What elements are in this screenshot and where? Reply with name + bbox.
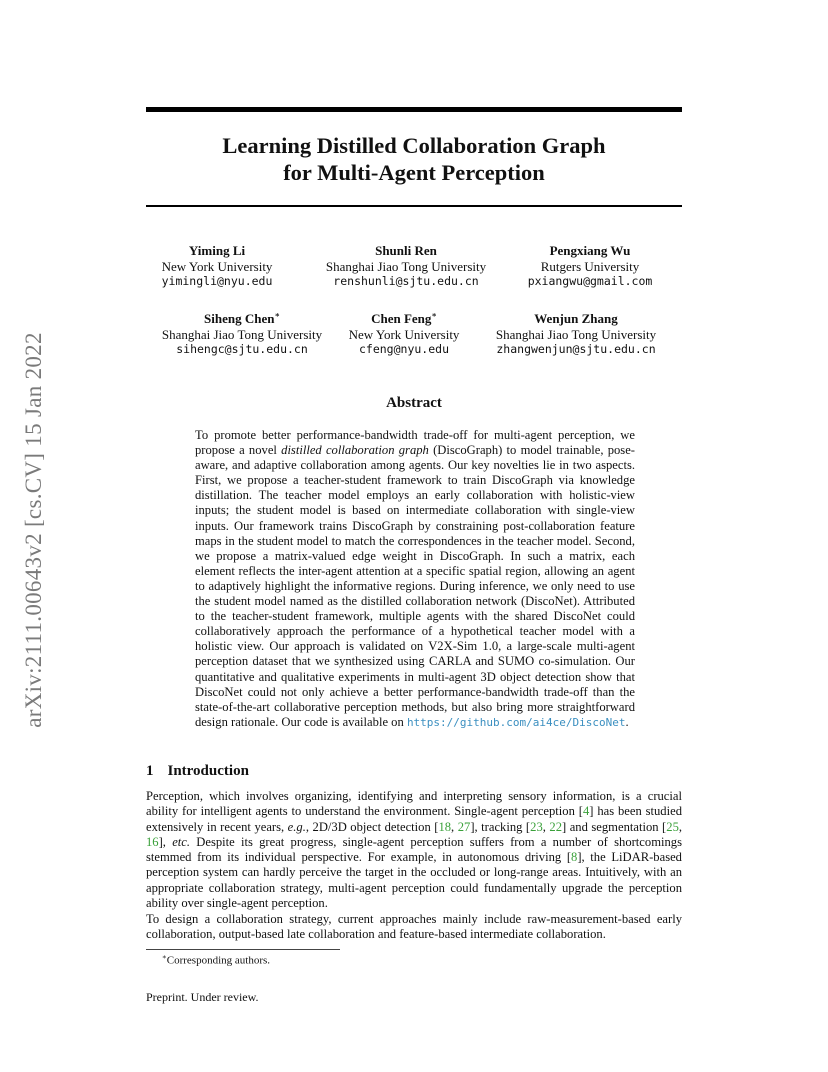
citation-link[interactable]: 8 bbox=[571, 850, 578, 865]
abstract-heading: Abstract bbox=[386, 395, 442, 411]
author-name: Chen Feng∗ bbox=[371, 310, 437, 326]
footnote: ∗Corresponding authors. bbox=[162, 953, 271, 967]
section-heading-introduction bbox=[146, 763, 249, 780]
author-block bbox=[340, 311, 468, 358]
author-email: yimingli@nyu.edu bbox=[161, 274, 273, 288]
title-line-1: Learning Distilled Collaboration Graph bbox=[222, 133, 606, 158]
author-name: Yiming Li bbox=[188, 243, 246, 258]
author-name: Wenjun Zhang bbox=[534, 311, 618, 326]
citation-link[interactable]: 25 bbox=[666, 819, 679, 834]
intro-paragraph-1: Perception, which involves organizing, identifying and interpreting sensory information, is a crucial ability for intelligent agents to understand the environment. Single-agent perception [4] has been studied extensively in recent years, e.g., 2D/3D object detection [18, 27], tracking [23, 22] and segmentation [25, 16], etc. Despite its great progress, single-agent perception suffers from a number of shortcomings stemmed from its individual perspective. For example, in autonomous driving [8], the LiDAR-based perception system can hardly perceive the target in the occluded or long-range areas. Intuitively, with an appropriate collaboration strategy, multi-agent perception could fundamentally upgrade the perception ability over single-agent perception. bbox=[146, 789, 683, 911]
author-email: renshunli@sjtu.edu.cn bbox=[333, 274, 479, 288]
author-name: Shunli Ren bbox=[375, 243, 437, 258]
author-affiliation: Rutgers University bbox=[540, 258, 640, 274]
author-name: Siheng Chen∗ bbox=[204, 310, 280, 326]
author-affiliation: Shanghai Jiao Tong University bbox=[325, 258, 487, 274]
citation-link[interactable]: 22 bbox=[549, 819, 562, 834]
author-affiliation: Shanghai Jiao Tong University bbox=[495, 326, 657, 342]
author-email: zhangwenjun@sjtu.edu.cn bbox=[496, 342, 656, 356]
citation-link[interactable]: 18 bbox=[438, 819, 452, 834]
author-email: sihengc@sjtu.edu.cn bbox=[176, 342, 308, 356]
paper-title bbox=[146, 132, 682, 186]
section-number: 1 bbox=[146, 763, 154, 779]
author-affiliation: Shanghai Jiao Tong University bbox=[161, 326, 323, 342]
author-block bbox=[146, 243, 288, 290]
title-rule-bottom bbox=[146, 205, 682, 207]
citation-link[interactable]: 16 bbox=[146, 834, 159, 849]
author-name: Pengxiang Wu bbox=[549, 243, 631, 258]
author-affiliation: New York University bbox=[161, 258, 273, 274]
section-title: Introduction bbox=[167, 763, 249, 779]
arxiv-identifier: arXiv:2111.00643v2 [cs.CV] 15 Jan 2022 bbox=[21, 332, 46, 728]
citation-link[interactable]: 27 bbox=[457, 819, 471, 834]
intro-paragraph-2: To design a collaboration strategy, current approaches mainly include raw-measurement-based early collaboration, output-based late collaboration and feature-based intermediate collaboration. bbox=[146, 912, 682, 942]
footnote-rule bbox=[146, 949, 340, 950]
title-line-2: for Multi-Agent Perception bbox=[283, 160, 545, 185]
citation-link[interactable]: 23 bbox=[530, 819, 543, 834]
author-affiliation: New York University bbox=[348, 326, 460, 342]
abstract-text: To promote better performance-bandwidth trade-off for multi-agent perception, we propose a novel distilled collaboration graph (DiscoGraph) to model trainable, pose-aware, and adaptive collaboration among agents. Our key novelties lie in two aspects. First, we propose a teacher-student framework to train DiscoGraph via knowledge distillation. The teacher model employs an early collaboration with holistic-view inputs; the student model is based on intermediate collaboration with single-view inputs. Our framework trains DiscoGraph by constraining post-collaboration feature maps in the student model to match the correspondences in the teacher model. Second, we propose a matrix-valued edge weight in DiscoGraph. In such a matrix, each element reflects the inter-agent attention at a specific spatial region, allowing an agent to adaptively highlight the informative regions. During inference, we only need to use the student model named as the distilled collaboration network (DiscoNet). Attributed to the teacher-student framework, multiple agents with the shared DiscoNet could collaboratively approach the performance of a hypothetical teacher model with a holistic view. Our approach is validated on V2X-Sim 1.0, a large-scale multi-agent perception dataset that we synthesized using CARLA and SUMO co-simulation. Our quantitative and qualitative experiments in multi-agent 3D object detection show that DiscoNet could not only achieve a better performance-bandwidth trade-off than the state-of-the-art collaborative perception methods, but also bring more straightforward design rationale. Our code is available on https://github.com/ai4ce/DiscoNet. bbox=[195, 428, 635, 729]
code-link[interactable]: https://github.com/ai4ce/DiscoNet bbox=[406, 715, 626, 729]
author-block bbox=[478, 311, 674, 358]
preprint-notice: Preprint. Under review. bbox=[146, 990, 259, 1004]
author-block bbox=[152, 311, 332, 358]
author-email: cfeng@nyu.edu bbox=[358, 342, 449, 356]
arxiv-sidebar bbox=[18, 290, 50, 770]
citation-link[interactable]: 4 bbox=[582, 804, 590, 819]
author-block bbox=[510, 243, 670, 290]
author-block bbox=[316, 243, 496, 290]
title-rule-top bbox=[146, 107, 682, 112]
author-email: pxiangwu@gmail.com bbox=[527, 274, 653, 288]
